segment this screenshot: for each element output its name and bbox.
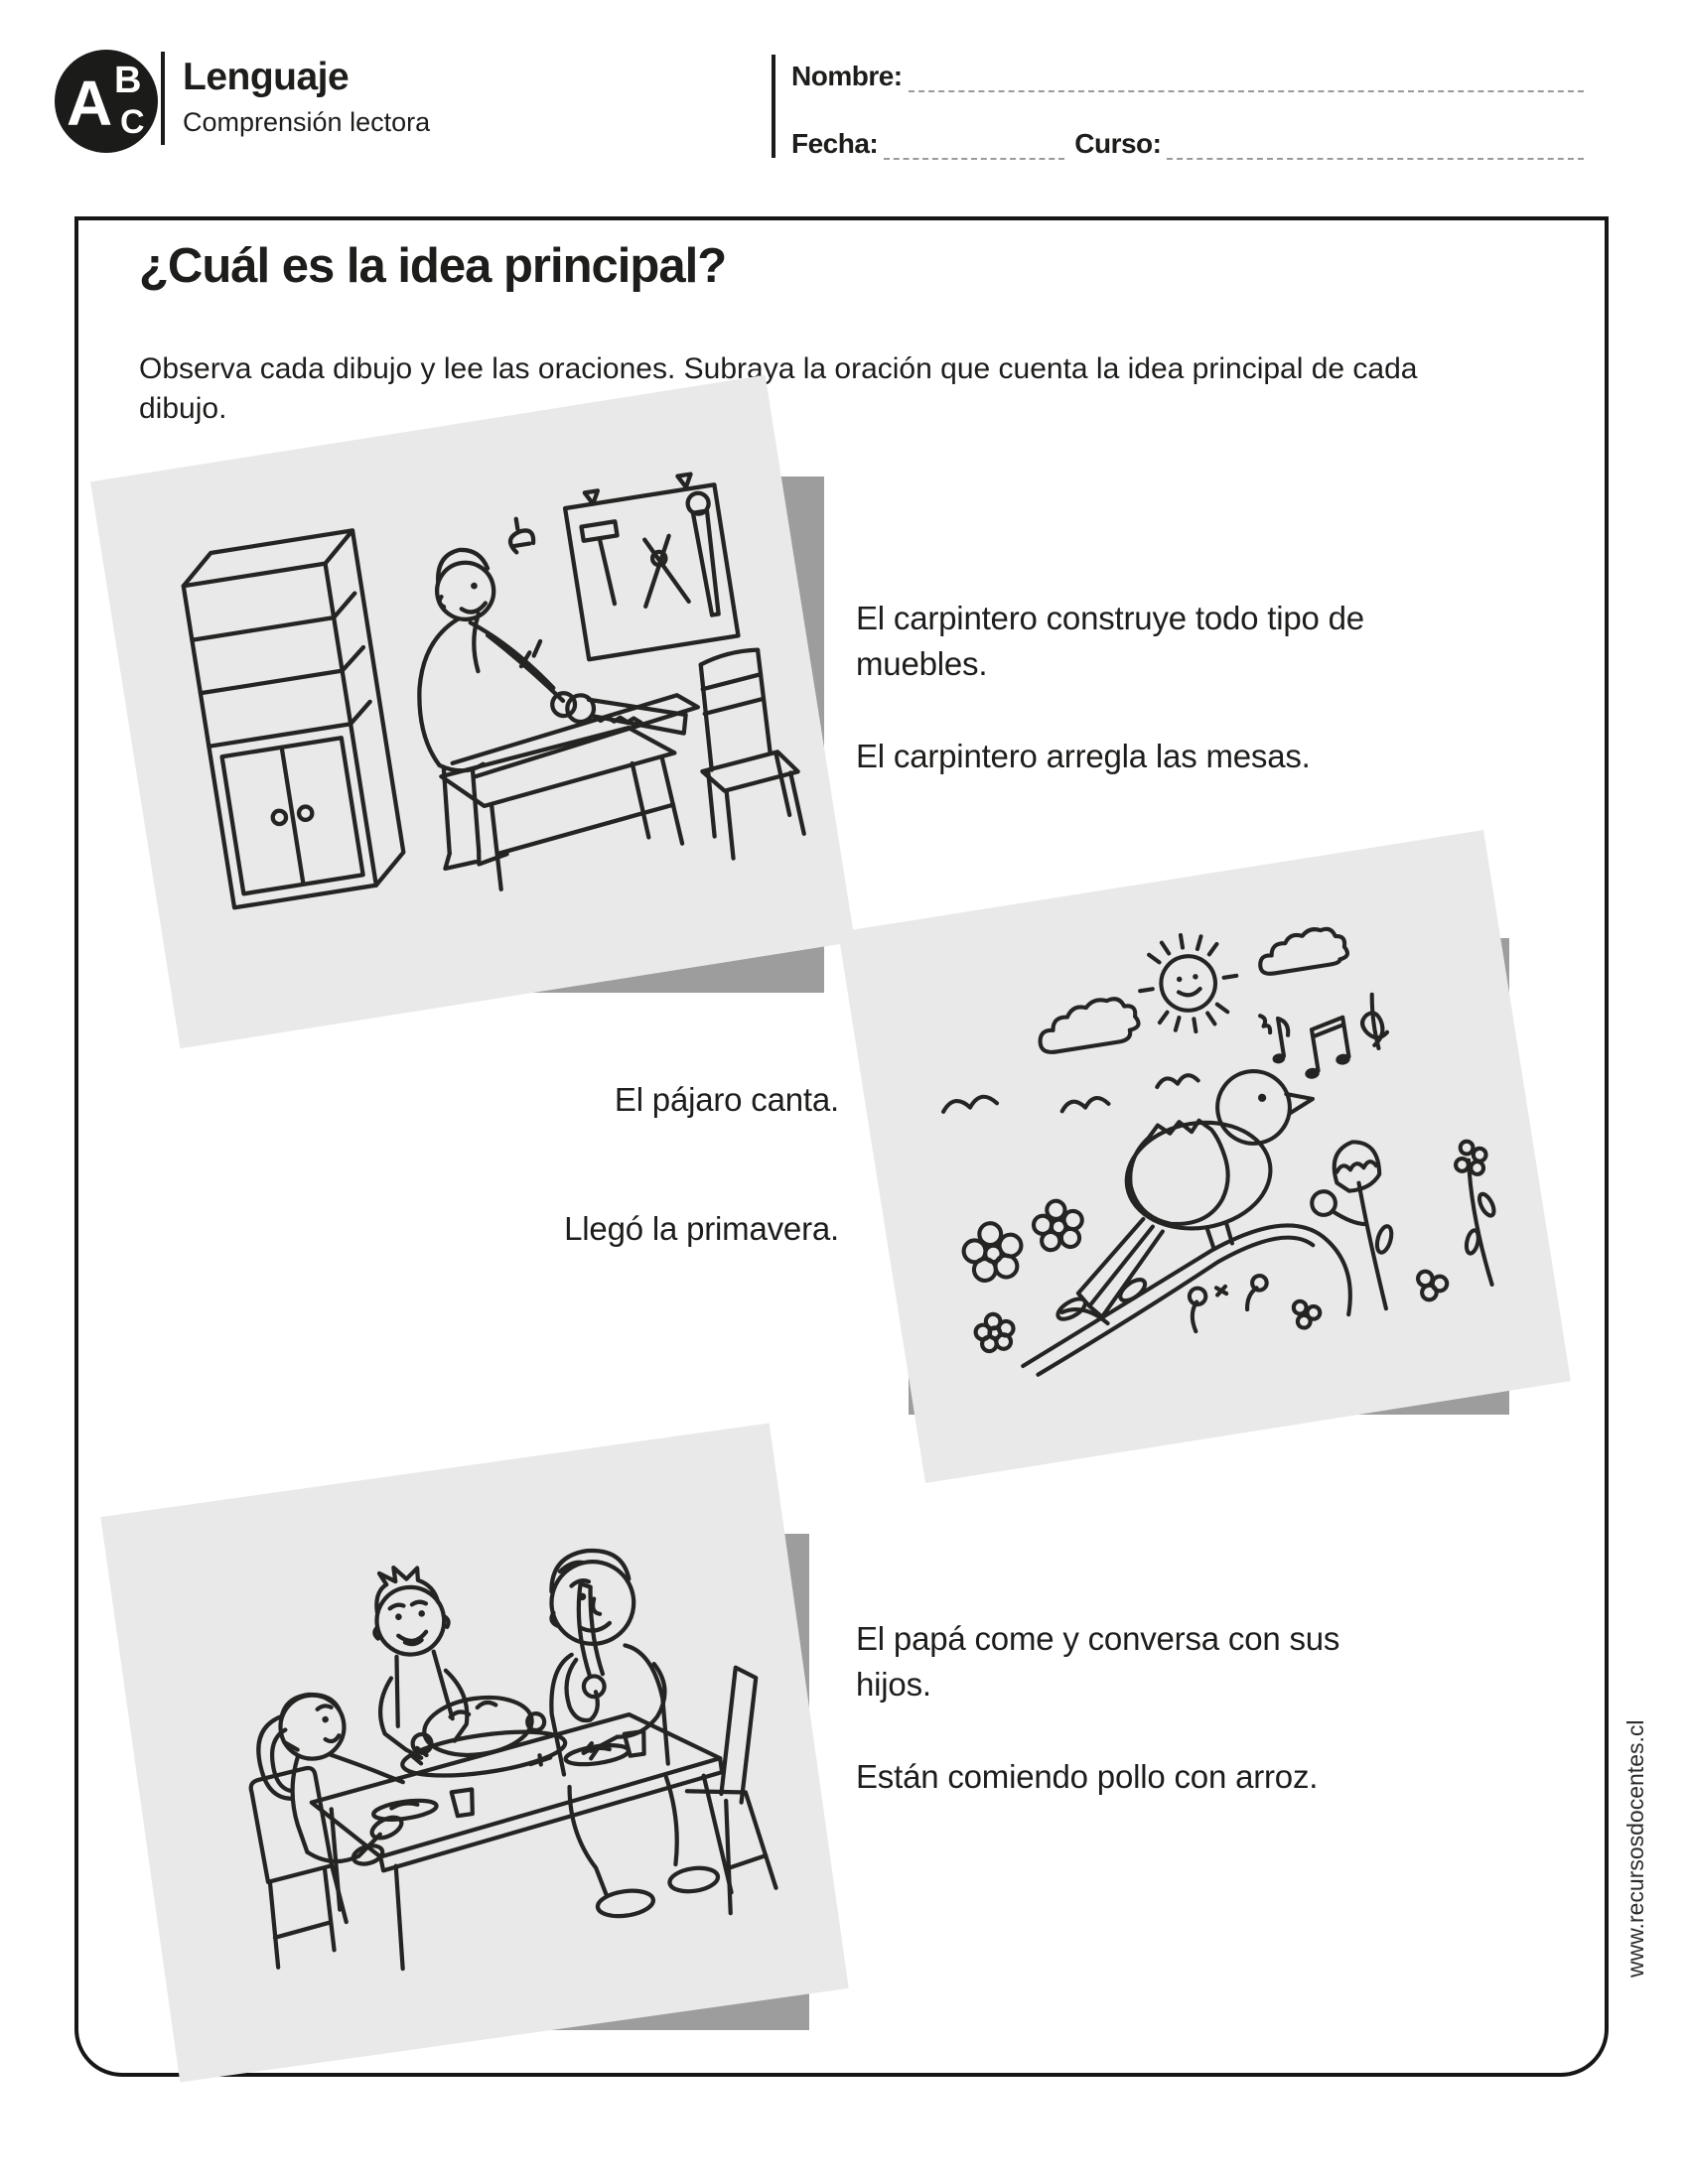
- exercise2-sentence-b[interactable]: Llegó la primavera.: [564, 1209, 839, 1247]
- date-label: Fecha:: [791, 128, 879, 159]
- roast-chicken: [395, 1687, 568, 1783]
- exercise2-sentence-a[interactable]: El pájaro canta.: [614, 1081, 839, 1118]
- tool-pegboard: [562, 471, 738, 659]
- exercise1-sentence-b[interactable]: El carpintero arregla las mesas.: [856, 738, 1311, 775]
- name-write-line[interactable]: [909, 63, 1584, 92]
- music-notes: [1259, 994, 1392, 1086]
- header-divider: [161, 52, 165, 145]
- father-chair: [671, 1665, 788, 1917]
- date-write-line[interactable]: [884, 130, 1064, 160]
- cloud-right: [1256, 925, 1349, 976]
- subject-strand: Comprensión lectora: [183, 107, 431, 137]
- bird-illustration: [859, 844, 1549, 1469]
- website-credit: www.recursosdocentes.cl: [1622, 1719, 1648, 1978]
- figure1-card: [90, 375, 855, 1049]
- logo-letter-c: C: [120, 103, 145, 141]
- exercise1-sentence-a[interactable]: El carpintero construye todo tipo de muebles.: [856, 600, 1364, 682]
- father: [530, 1539, 722, 1922]
- exercise3-sentences: [856, 1616, 1397, 1800]
- worksheet-instructions: Observa cada dibujo y lee las oraciones. Subraya la oración que cuenta la idea principal de cada dibujo.: [139, 352, 1418, 425]
- exercise1-sentences: [856, 596, 1397, 779]
- cabinet: [179, 530, 408, 907]
- worksheet-title: ¿Cuál es la idea principal?: [139, 239, 727, 293]
- family-dinner-illustration: [122, 1437, 827, 2069]
- course-label: Curso:: [1074, 128, 1162, 159]
- exercise3-sentence-b[interactable]: Están comiendo pollo con arroz.: [856, 1758, 1319, 1796]
- exercise2-sentences: [243, 1077, 839, 1251]
- student-fields: [772, 55, 1584, 158]
- course-write-line[interactable]: [1167, 130, 1584, 160]
- cloud-left: [1035, 995, 1141, 1054]
- flying-birds: [942, 1063, 1199, 1130]
- logo-letter-a: A: [67, 68, 113, 139]
- sun: [1132, 928, 1243, 1039]
- figure3-card: [100, 1423, 848, 2082]
- exercise3-sentence-a[interactable]: El papá come y conversa con sus hijos.: [856, 1620, 1340, 1703]
- wall-clamp: [506, 516, 534, 553]
- figure2-card: [838, 830, 1571, 1483]
- chair: [684, 645, 809, 861]
- abc-logo-icon: [55, 50, 158, 153]
- subject-title: Lenguaje: [183, 56, 350, 98]
- carpenter-illustration: [112, 389, 833, 1033]
- name-label: Nombre:: [791, 61, 903, 91]
- flowers: [955, 1122, 1509, 1379]
- logo-letter-b: B: [114, 60, 142, 101]
